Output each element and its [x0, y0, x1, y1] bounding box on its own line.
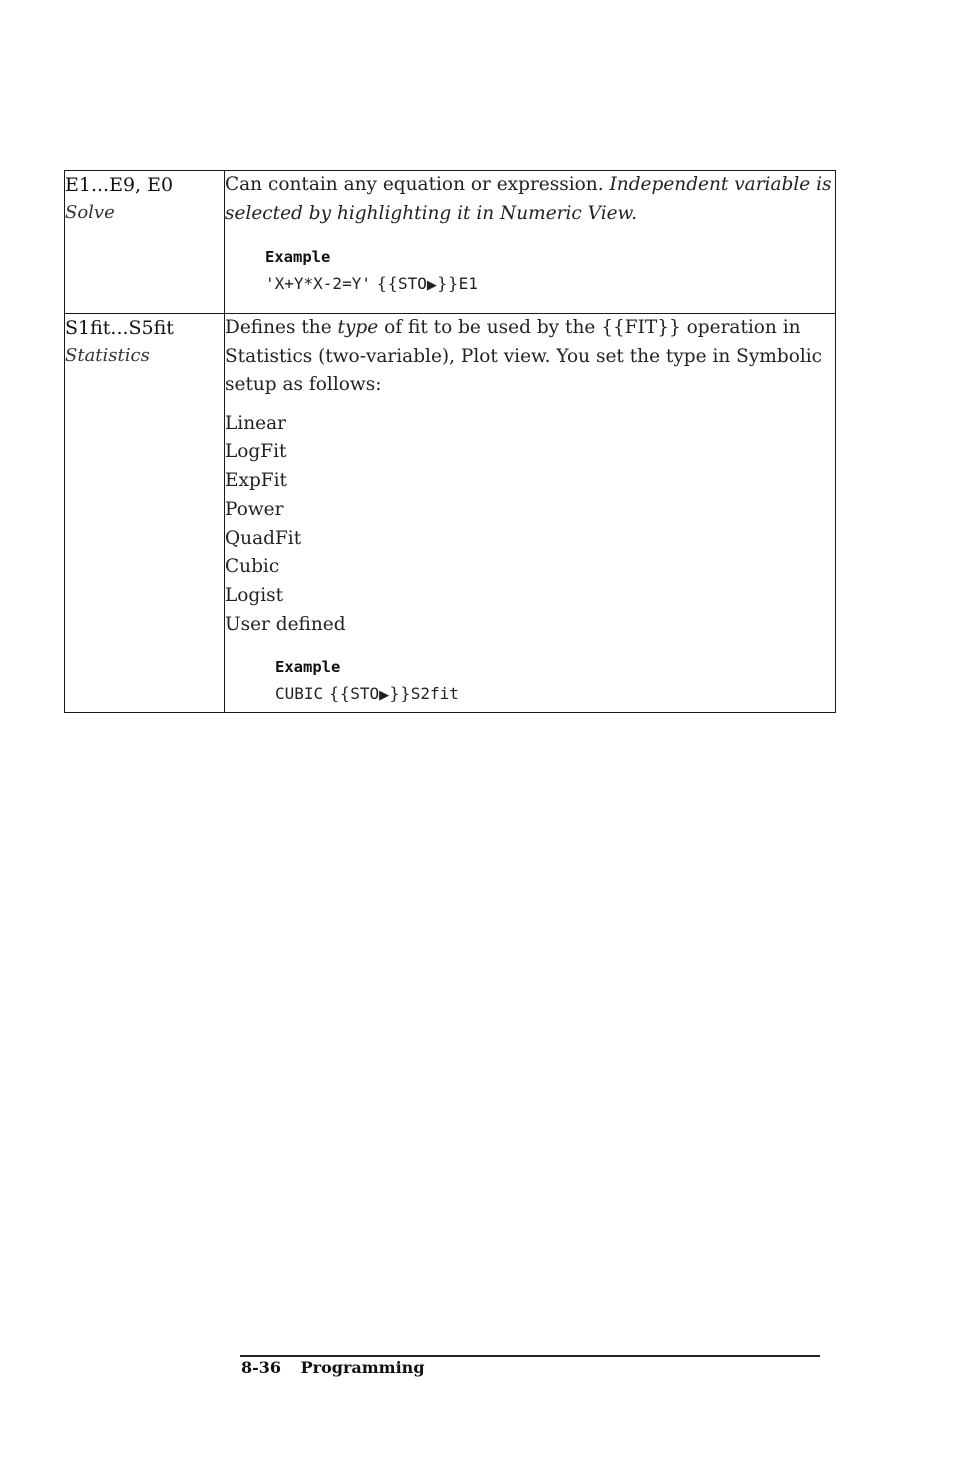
- example-label: Example: [275, 657, 341, 676]
- variable-description: [225, 314, 835, 400]
- variable-app: Statistics: [65, 345, 150, 366]
- footer-divider: [240, 1355, 820, 1357]
- key-close-brace: }}: [389, 683, 411, 704]
- example-target: S2fit: [410, 683, 459, 703]
- variable-name-cell: [65, 314, 225, 713]
- page-number: 8-36: [241, 1358, 282, 1377]
- sto-key: STO: [398, 274, 427, 293]
- example-code: [275, 680, 835, 710]
- list-item: ExpFit: [225, 470, 287, 492]
- table-row: [65, 314, 836, 713]
- sto-key: STO: [350, 683, 380, 703]
- key-open-brace: {{: [328, 683, 351, 704]
- example-target: E1: [458, 274, 478, 293]
- description-text: Can contain any equation or expression.: [225, 174, 610, 195]
- variable-name-cell: [65, 171, 225, 314]
- variable-description: [225, 171, 835, 228]
- example-expression: CUBIC: [275, 683, 324, 703]
- variable-description-cell: [225, 171, 836, 314]
- list-item: User defined: [225, 614, 346, 636]
- example-block: [265, 244, 835, 300]
- variables-table: [64, 170, 836, 713]
- store-arrow-icon: ▶: [426, 278, 437, 293]
- list-item: QuadFit: [225, 527, 302, 549]
- list-item: Cubic: [225, 556, 280, 578]
- example-label: Example: [265, 248, 331, 266]
- variable-description-cell: [225, 314, 836, 713]
- key-open-brace: {{: [376, 274, 399, 294]
- description-text: Defines the: [225, 317, 338, 338]
- variable-app: Solve: [65, 202, 115, 223]
- list-item: LogFit: [225, 441, 287, 463]
- table-row: [65, 171, 836, 314]
- list-item: Logist: [225, 585, 284, 607]
- fit-type-list: [225, 410, 835, 640]
- description-text-continued: of fit to be used by the {{FIT}} operation in Statistics (two-variable), Plot view. You set the type in Symbolic setup as follows:: [225, 317, 823, 395]
- variable-name: E1...E9, E0: [65, 174, 174, 196]
- variable-name: S1fit...S5fit: [65, 317, 174, 339]
- page-footer: [241, 1358, 425, 1377]
- key-close-brace: }}: [436, 274, 459, 294]
- example-code: [265, 270, 835, 300]
- chapter-title: Programming: [300, 1358, 425, 1377]
- description-italic-text: type: [337, 317, 379, 338]
- list-item: Power: [225, 498, 284, 520]
- store-arrow-icon: ▶: [379, 687, 390, 703]
- list-item: Linear: [225, 412, 286, 434]
- example-block: [275, 654, 835, 710]
- description-italic-text: Independent variable is selected by highlighting it in Numeric View.: [225, 174, 832, 224]
- example-expression: 'X+Y*X-2=Y': [265, 274, 371, 293]
